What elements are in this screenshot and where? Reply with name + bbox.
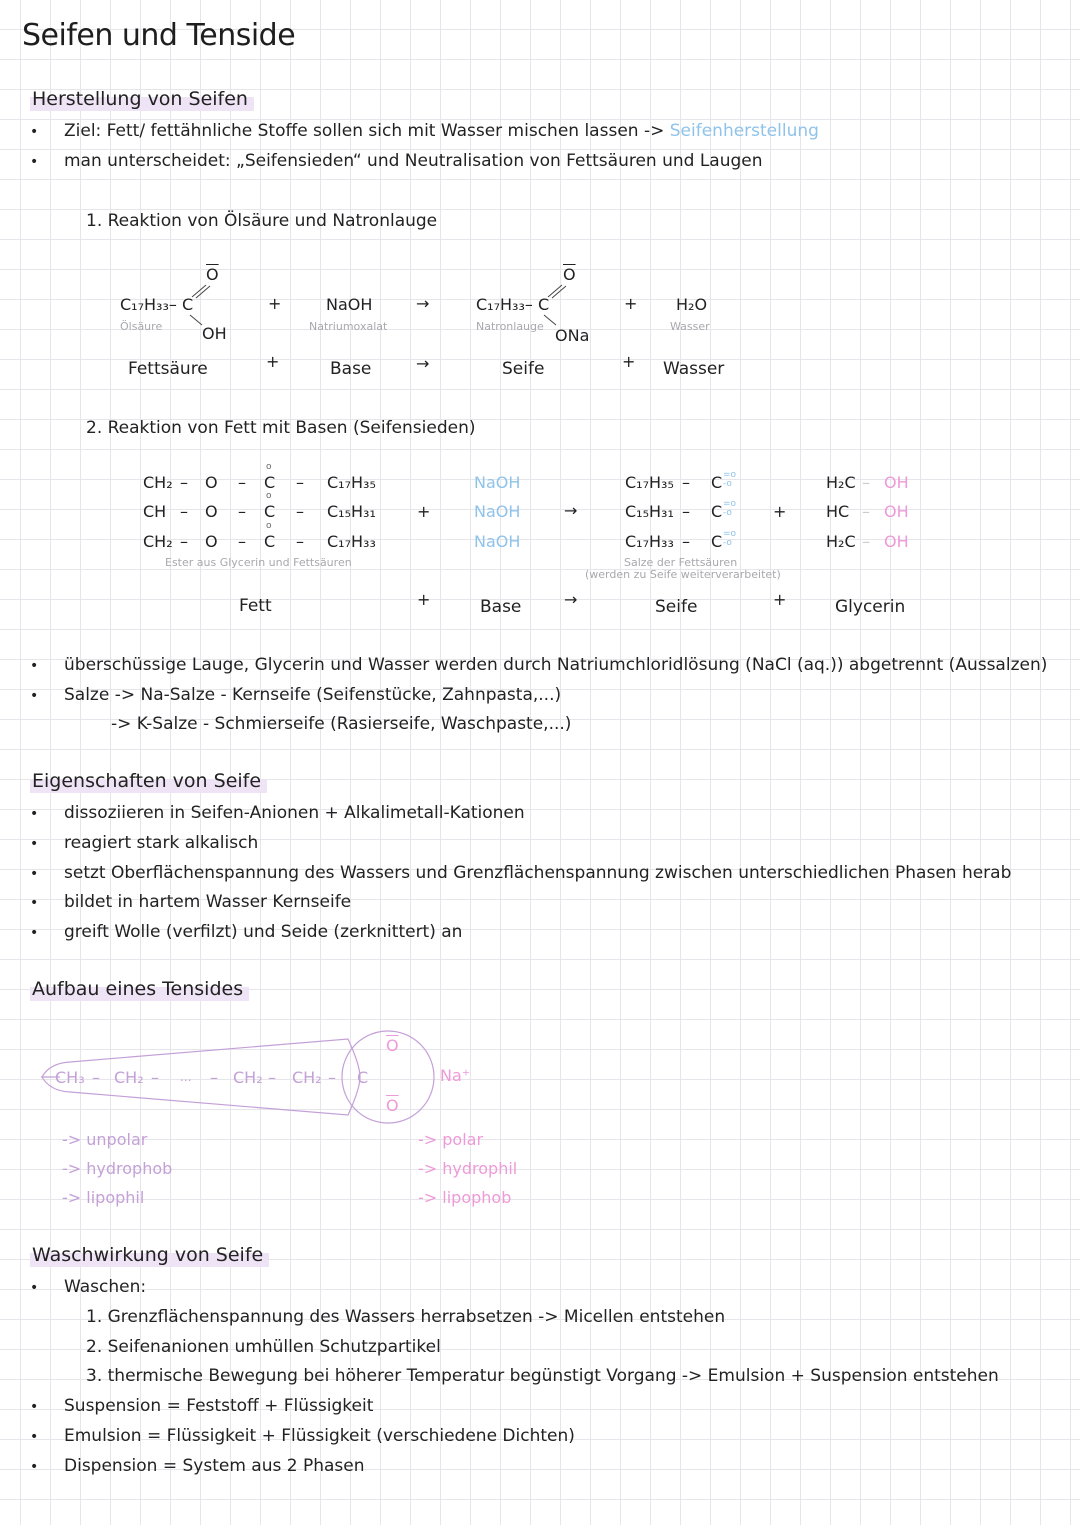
word-base: Base (330, 359, 372, 379)
glycerin-c: H₂C (826, 473, 856, 492)
plus-sign: + (268, 294, 282, 313)
chain-ch2: CH₂ (114, 1068, 144, 1087)
word-seife: Seife (502, 359, 545, 379)
word-base: Base (480, 597, 522, 617)
chain-ellipsis: ... (180, 1070, 192, 1084)
carboxylate-icon: =o -o (723, 470, 737, 489)
salt-chain: C₁₇H₃₅ (625, 473, 674, 492)
bullet-icon: • (30, 1459, 39, 1475)
dash-icon: – (180, 473, 188, 492)
product-ona: ONa (555, 326, 590, 345)
text-unterscheidet: man unterscheidet: „Seifensieden“ und Neutralisation von Fettsäuren und Laugen (64, 151, 763, 171)
base-label: Natriumoxalat (309, 320, 388, 333)
double-bond-icon (546, 283, 568, 299)
bullet-icon: • (30, 1280, 39, 1296)
text-seifenherstellung: Seifenherstellung (669, 121, 819, 141)
fat-chain: C₁₇H₃₅ (327, 473, 376, 492)
single-bond-icon (542, 313, 558, 327)
chain-ch2: CH₂ (292, 1068, 322, 1087)
dash-icon: – (682, 473, 690, 492)
heading-aufbau: Aufbau eines Tensides (30, 978, 249, 1001)
step-item: 3. thermische Bewegung bei höherer Temperatur begünstigt Vorgang -> Emulsion + Suspension entstehen (86, 1366, 999, 1386)
acid-oh: OH (202, 324, 227, 343)
head-prop: -> polar (418, 1130, 484, 1149)
product-formula: C₁₇H₃₃– C (476, 295, 550, 314)
dash-icon: – (682, 502, 690, 521)
list-item: dissoziieren in Seifen-Anionen + Alkalimetall-Kationen (64, 803, 525, 823)
reaction2-heading: 2. Reaktion von Fett mit Basen (Seifensieden) (86, 418, 476, 438)
product-o: $\overline{O}$ (563, 265, 576, 284)
plus-sign: + (773, 590, 787, 609)
tail-prop: -> lipophil (62, 1188, 145, 1207)
bullet-icon: • (30, 866, 39, 882)
fat-label: Ester aus Glycerin und Fettsäuren (165, 556, 352, 569)
carbonyl-o-icon: o (266, 491, 272, 501)
bullet-icon: • (30, 925, 39, 941)
plus-sign: + (773, 502, 787, 521)
plus-sign: + (266, 352, 280, 371)
tail-prop: -> hydrophob (62, 1159, 173, 1178)
dash-icon: – (862, 532, 870, 551)
heading-herstellung: Herstellung von Seifen (30, 88, 254, 111)
dash-icon: – (682, 532, 690, 551)
dash-icon: – (328, 1068, 336, 1087)
text-salze: Salze -> Na-Salze - Kernseife (Seifenstücke, Zahnpasta,...) (64, 685, 562, 705)
chain-ch3: CH₃ (55, 1068, 85, 1087)
plus-sign: + (417, 590, 431, 609)
fat-chain: C₁₅H₃₁ (327, 502, 376, 521)
glycerin-oh: OH (884, 502, 909, 521)
dash-icon: – (862, 473, 870, 492)
word-fettsaeure: Fettsäure (128, 359, 208, 379)
heading-eigenschaften: Eigenschaften von Seife (30, 770, 267, 793)
base-formula: NaOH (326, 295, 373, 314)
step-item: 1. Grenzflächenspannung des Wassers herrabsetzen -> Micellen entstehen (86, 1307, 726, 1327)
list-item: reagiert stark alkalisch (64, 833, 259, 853)
acid-label: Ölsäure (120, 320, 163, 333)
word-seife: Seife (655, 597, 698, 617)
fat-o: O (205, 502, 218, 521)
salt-chain: C₁₅H₃₁ (625, 502, 674, 521)
dash-icon: – (238, 473, 246, 492)
base-naoh: NaOH (474, 532, 521, 551)
salt-label: Salze der Fettsäuren (624, 556, 738, 569)
chain-ch2: CH₂ (233, 1068, 263, 1087)
dash-icon: – (238, 532, 246, 551)
acid-formula: C₁₇H₃₃– C (120, 295, 194, 314)
text-salze-k: -> K-Salze - Schmierseife (Rasierseife, Waschpaste,...) (111, 714, 572, 734)
bullet-icon: • (30, 806, 39, 822)
product-label: Natronlauge (476, 320, 544, 333)
head-o-bottom: $\overline{O}$ (386, 1096, 399, 1115)
carbonyl-o-icon: o (266, 521, 272, 531)
salt-c: C (711, 502, 723, 521)
dash-icon: – (296, 532, 304, 551)
salt-label-note: (werden zu Seife weiterverarbeitet) (585, 568, 781, 581)
dash-icon: – (180, 532, 188, 551)
head-c: C (357, 1068, 369, 1087)
acid-o: $\overline{O}$ (206, 265, 219, 284)
water-formula: H₂O (676, 295, 708, 314)
dash-icon: – (151, 1068, 159, 1087)
word-fett: Fett (239, 596, 272, 616)
step-item: 2. Seifenanionen umhüllen Schutzpartikel (86, 1337, 441, 1357)
head-prop: -> lipophob (418, 1188, 512, 1207)
fat-c: C (264, 502, 276, 521)
fat-o: O (205, 473, 218, 492)
definition-item: Suspension = Feststoff + Flüssigkeit (64, 1396, 374, 1416)
dash-icon: – (862, 502, 870, 521)
double-bond-icon (190, 283, 212, 299)
list-item: bildet in hartem Wasser Kernseife (64, 892, 352, 912)
plus-sign: + (417, 502, 431, 521)
plus-sign: + (624, 294, 638, 313)
dash-icon: – (238, 502, 246, 521)
bullet-icon: • (30, 836, 39, 852)
dash-icon: – (180, 502, 188, 521)
dash-icon: – (210, 1068, 218, 1087)
plus-sign: + (622, 352, 636, 371)
arrow-icon: → (416, 294, 430, 313)
salt-c: C (711, 532, 723, 551)
glycerin-oh: OH (884, 532, 909, 551)
bullet-icon: • (30, 688, 39, 704)
arrow-icon: → (564, 501, 578, 520)
reaction1-heading: 1. Reaktion von Ölsäure und Natronlauge (86, 211, 438, 231)
bullet-icon: • (30, 1429, 39, 1445)
definition-item: Emulsion = Flüssigkeit + Flüssigkeit (verschiedene Dichten) (64, 1426, 575, 1446)
water-label: Wasser (670, 320, 710, 333)
head-prop: -> hydrophil (418, 1159, 518, 1178)
bullet-icon: • (30, 895, 39, 911)
bullet-icon: • (30, 124, 39, 140)
fat-ch: CH (143, 502, 167, 521)
definition-item: Dispension = System aus 2 Phasen (64, 1456, 365, 1476)
fat-chain: C₁₇H₃₃ (327, 532, 376, 551)
dash-icon: – (296, 502, 304, 521)
glycerin-c: HC (826, 502, 850, 521)
base-naoh: NaOH (474, 473, 521, 492)
arrow-icon: → (416, 354, 430, 373)
heading-waschwirkung: Waschwirkung von Seife (30, 1244, 269, 1267)
dash-icon: – (268, 1068, 276, 1087)
salt-c: C (711, 473, 723, 492)
glycerin-c: H₂C (826, 532, 856, 551)
fat-ch: CH₂ (143, 473, 173, 492)
fat-ch: CH₂ (143, 532, 173, 551)
counter-ion: Na⁺ (440, 1066, 471, 1085)
bullet-icon: • (30, 154, 39, 170)
dash-icon: – (296, 473, 304, 492)
carboxylate-icon: =o -o (723, 529, 737, 548)
arrow-icon: → (564, 590, 578, 609)
head-o-top: $\overline{O}$ (386, 1036, 399, 1055)
fat-c: C (264, 473, 276, 492)
fat-c: C (264, 532, 276, 551)
text-ziel: Ziel: Fett/ fettähnliche Stoffe sollen sich mit Wasser mischen lassen -> Seifenherstellung (64, 121, 819, 141)
word-glycerin: Glycerin (835, 597, 906, 617)
carboxylate-icon: =o -o (723, 499, 737, 518)
bullet-icon: • (30, 658, 39, 674)
word-wasser: Wasser (663, 359, 725, 379)
text-waschen: Waschen: (64, 1277, 147, 1297)
list-item: greift Wolle (verfilzt) und Seide (zerknittert) an (64, 922, 463, 942)
page-title: Seifen und Tenside (22, 18, 296, 53)
fat-o: O (205, 532, 218, 551)
list-item: setzt Oberflächenspannung des Wassers und Grenzflächenspannung zwischen unterschiedlichen Phasen herab (64, 863, 1012, 883)
base-naoh: NaOH (474, 502, 521, 521)
glycerin-oh: OH (884, 473, 909, 492)
carbonyl-o-icon: o (266, 462, 272, 472)
text-aussalzen: überschüssige Lauge, Glycerin und Wasser werden durch Natriumchloridlösung (NaCl (aq.)) abgetrennt (Aussalzen) (64, 655, 1048, 675)
dash-icon: – (92, 1068, 100, 1087)
tail-prop: -> unpolar (62, 1130, 148, 1149)
salt-chain: C₁₇H₃₃ (625, 532, 674, 551)
bullet-icon: • (30, 1399, 39, 1415)
